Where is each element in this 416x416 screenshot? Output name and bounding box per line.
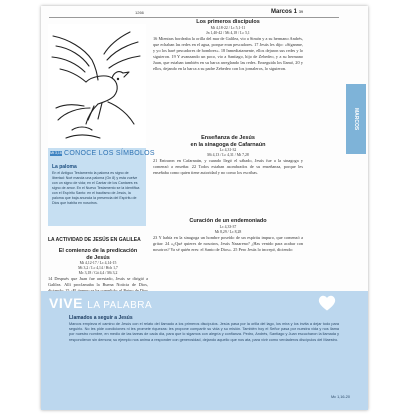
section-primeros-discipulos: [153, 19, 303, 72]
section-ensenanza-sinagoga: [153, 135, 303, 176]
page-number: 1266: [135, 10, 144, 15]
book-side-tab[interactable]: [346, 84, 366, 154]
running-head: [271, 9, 303, 15]
side-tab-label: MARCOS: [353, 107, 359, 131]
heart-icon: [317, 294, 337, 312]
symbols-subtitle: La paloma: [52, 164, 77, 170]
section-heading: Curación de un endemoniado: [189, 218, 267, 224]
cross-reference: Mt 4,13 / Lc 4,31 / Mt 7,28: [207, 153, 249, 157]
symbols-badge: Mt 3,16: [50, 151, 62, 155]
symbols-text: En el Antiguo Testamento la paloma es signo de libertad: Noé manda una paloma (Gn 8) y esta vuelve con un signo de vida; en el Cantar de los Cantares es signo de amor. En el Nuevo Testamento se la identifica con el Espíritu Santo: en el bautismo de Jesús, la paloma que baja anuncia la presencia del Espíritu de Dios que habita en nosotros.: [52, 171, 140, 205]
vive-title-rest: LA PALABRA: [87, 300, 153, 311]
running-head-verse: 39: [298, 9, 304, 14]
symbols-box: [48, 148, 155, 226]
section-heading: El comienzo de la predicación: [58, 248, 138, 254]
section-title-actividad: LA ACTIVIDAD DE JESÚS EN GALILEA: [48, 237, 141, 243]
section-heading: Los primeros discípulos: [196, 19, 260, 25]
cross-reference: Lc 4,33-37: [219, 224, 237, 229]
vive-reference: Mc 1,16-20: [331, 395, 350, 399]
running-head-book: Marcos 1: [271, 9, 298, 15]
section-heading: de Jesús: [86, 254, 110, 261]
vive-title-main: VIVE: [49, 295, 83, 311]
symbols-title: CONOCE LOS SÍMBOLOS: [64, 150, 155, 157]
section-curacion-endemoniado: [153, 218, 303, 253]
section-heading: en la sinagoga de Cafarnaún: [190, 141, 266, 148]
cross-reference: Lc 4,31-32: [219, 148, 237, 152]
header-rule: [49, 17, 339, 18]
cross-reference: Mt 4,18-22 / Lc 5,1-11: [210, 25, 246, 30]
vive-title: [49, 295, 152, 311]
vive-text: Marcos empieza el camino de Jesús con el relato del llamado a los primeros discípulos. Jesús pasa por la orilla del lago, los mira y los invita a dejar todo para seguirlo. No les pide condiciones ni les promete riquezas: les propone compartir su vida y su misión. También hoy el Señor pasa por nuestra vida y nos llama por nuestro nombre, en medio de las tareas de cada día, para que lo sigamos con alegría y confianza. Pedro, Andrés, Santiago y Juan escucharon la llamada y respondieron sin demora; su ejemplo nos anima a responder con generosidad, dejando aquello que nos ata, para vivir como verdaderos discípulos del Maestro.: [69, 322, 339, 342]
vive-subtitle: Llamados a seguir a Jesús: [69, 315, 133, 321]
dove-icon: [48, 24, 146, 148]
scripture-text: 23 Y había en la sinagoga un hombre poseído de un espíritu impuro, que comenzó a gritar: 24 «¿Qué quieres de nosotros, Jesús Nazareno? ¿Has venido para acabar con nosotros? Ya sé quién eres: el Santo de Dios». 25 Pero Jesús lo increpó, diciendo:: [153, 234, 303, 252]
scripture-text: 14 Después que Juan fue arrestado, Jesús se dirigió a Galilea. Allí proclamaba la Buena Noticia de Dios,: [48, 276, 148, 287]
cross-reference: Mt 3,2 / Lc 4,14 / Hch 1,7: [78, 266, 118, 270]
section-heading: Enseñanza de Jesús: [201, 135, 255, 141]
cross-reference: Mt 8,29 / Lc 8,28: [214, 229, 242, 234]
scripture-text: 16 Mientras bordeaba la orilla del mar de Galilea, vio a Simón y a su hermano Andrés, que echaban las redes en el agua, porque eran pescadores. 17 Jesús les dijo: «Síganme, y yo los haré pescadores de hombres». 18 Inmediatamente, ellos dejaron sus redes y lo siguieron. 19 Y avanzando un poco, vio a Santiago, hijo de Zebedeo, y a su hermano Juan, que estaban también en su barca arreglando las redes. Enseguida los llamó, 20 y ellos, dejando en la barca a su padre Zebedeo con los jornaleros, lo siguieron.: [153, 35, 303, 71]
symbols-header: [48, 150, 155, 160]
scripture-text: 21 Entraron en Cafarnaún, y cuando llegó el sábado, Jesús fue a la sinagoga y comenzó a enseñar. 22 Todos estaban asombrados de su enseñanza, porque les enseñaba como quien tiene autoridad y no como los escribas.: [153, 158, 303, 175]
cross-reference: Jn 1,40-42 / Mt 4,18 / Lc 5,1: [206, 30, 250, 35]
cross-reference: Mc 3,18 / Gá 4,4 / Mt 3,2: [78, 271, 118, 275]
cross-reference: Mt 4,12-17 / Lc 4,14-15: [79, 261, 117, 265]
vive-la-palabra-box: [41, 291, 368, 410]
